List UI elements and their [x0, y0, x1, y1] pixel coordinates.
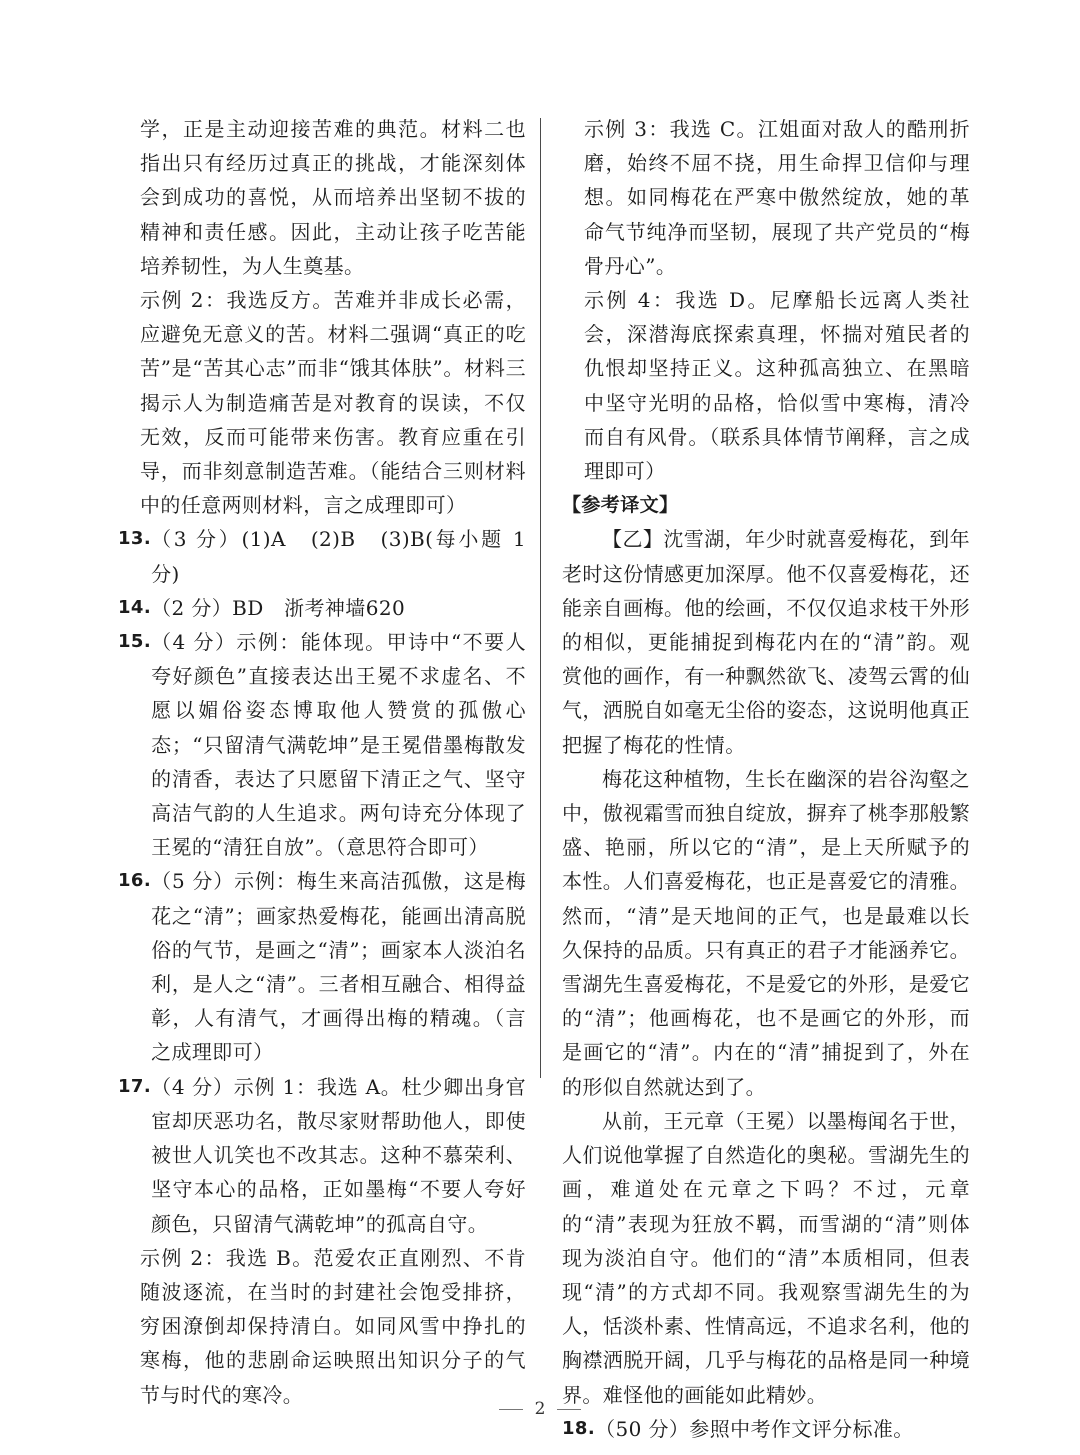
answer-13 [118, 522, 526, 590]
answer-15-text: （4 分）示例：能体现。甲诗中“不要人夸好颜色”直接表达出王冕不求虚名、不愿以媚俗姿态博取他人赞赏的孤傲心态；“只留清气满乾坤”是王冕借墨梅散发的清香，表达了只愿留下清正之气、坚守高洁气韵的人生追求。两句诗充分体现了王冕的“清狂自放”。（意思符合即可） [151, 630, 527, 860]
answer-13-text: （3 分）(1)A (2)B (3)B(每小题 1 分) [151, 527, 526, 586]
footer-dash-right [557, 1409, 581, 1410]
answer-16 [118, 864, 526, 1069]
answer-17-example-3: 示例 3：我选 C。江姐面对敌人的酷刑折磨，始终不屈不挠，用生命捍卫信仰与理想。如同梅花在严寒中傲然绽放，她的革命气节纯净而坚韧，展现了共产党员的“梅骨丹心”。 [584, 117, 970, 278]
answer-15 [118, 625, 526, 864]
answer-14 [118, 591, 526, 625]
question-number-17: 17. [118, 1075, 152, 1097]
question-number-13: 13. [118, 528, 152, 550]
answer-12-example-1-continued: 学，正是主动迎接苦难的典范。材料二也指出只有经历过真正的挑战，才能深刻体会到成功的喜悦，从而培养出坚韧不拔的精神和责任感。因此，主动让孩子吃苦能培养韧性，为人生奠基。 [140, 117, 526, 278]
answer-17 [118, 1070, 526, 1241]
column-divider [540, 118, 541, 1078]
left-column [118, 112, 526, 1412]
question-number-14: 14. [118, 596, 152, 618]
footer-dash-left [499, 1409, 523, 1410]
right-column [562, 112, 970, 1446]
translation-paragraph-3: 从前，王元章（王冕）以墨梅闻名于世，人们说他掌握了自然造化的奥秘。雪湖先生的画，难道处在元章之下吗？不过，元章的“清”表现为狂放不羁，而雪湖的“清”则体现为淡泊自守。他们的“清”本质相同，但表现“清”的方式却不同。我观察雪湖先生的为人，恬淡朴素、性情高远，不追求名利，他的胸襟洒脱开阔，几乎与梅花的品格是同一种境界。难怪他的画能如此精妙。 [562, 1108, 970, 1407]
answer-16-text: （5 分）示例：梅生来高洁孤傲，这是梅花之“清”；画家热爱梅花，能画出清高脱俗的气节，是画之“清”；画家本人淡泊名利，是人之“清”。三者相互融合、相得益彰，人有清气，才画得出梅的精魂。（言之成理即可） [151, 869, 526, 1065]
translation-paragraph-1: 【乙】沈雪湖，年少时就喜爱梅花，到年老时这份情感更加深厚。他不仅喜爱梅花，还能亲自画梅。他的绘画，不仅仅追求枝干外形的相似，更能捕捉到梅花内在的“清”韵。观赏他的画作，有一种飘然欲飞、凌驾云霄的仙气，洒脱自如毫无尘俗的姿态，这说明他真正把握了梅花的性情。 [562, 527, 970, 757]
answer-17-example-1: （4 分）示例 1：我选 A。杜少卿出身官宦却厌恶功名，散尽家财帮助他人，即使被世人讥笑也不改其志。这种不慕荣利、坚守本心的品格，正如墨梅“不要人夸好颜色，只留清气满乾坤”的孤高自守。 [151, 1074, 526, 1236]
question-number-18: 18. [562, 1417, 596, 1439]
page-number: 2 [534, 1399, 546, 1419]
answer-17-example-4: 示例 4：我选 D。尼摩船长远离人类社会，深潜海底探索真理，怀揣对殖民者的仇恨却坚持正义。这种孤高独立、在黑暗中坚守光明的品格，恰似雪中寒梅，清冷而自有风骨。（联系具体情节阐释，言之成理即可） [584, 288, 970, 484]
translation-paragraph-2: 梅花这种植物，生长在幽深的岩谷沟壑之中，傲视霜雪而独自绽放，摒弃了桃李那般繁盛、艳丽，所以它的“清”，是上天所赋予的本性。人们喜爱梅花，也正是喜爱它的清雅。然而，“清”是天地间的正气，也是最难以长久保持的品质。只有真正的君子才能涵养它。雪湖先生喜爱梅花，不是爱它的外形，是爱它的“清”；他画梅花，也不是画它的外形，而是画它的“清”。内在的“清”捕捉到了，外在的形似自然就达到了。 [562, 766, 970, 1099]
answer-17-example-2: 示例 2：我选 B。范爱农正直刚烈、不肯随波逐流，在当时的封建社会饱受排挤，穷困潦倒却保持清白。如同风雪中挣扎的寒梅，他的悲剧命运映照出知识分子的气节与时代的寒冷。 [140, 1245, 526, 1407]
question-number-15: 15. [118, 631, 152, 653]
reference-translation-heading: 【参考译文】 [562, 494, 679, 517]
answer-14-text: （2 分）BD 浙考神墙620 [151, 595, 406, 620]
question-number-16: 16. [118, 870, 152, 892]
page-footer [0, 1399, 1080, 1419]
answer-12-example-2: 示例 2：我选反方。苦难并非成长必需，应避免无意义的苦。材料二强调“真正的吃苦”是“苦其心志”而非“饿其体肤”。材料三揭示人为制造痛苦是对教育的误读，不仅无效，反而可能带来伤害。教育应重在引导，而非刻意制造苦难。（能结合三则材料中的任意两则材料，言之成理即可） [140, 288, 526, 518]
answer-18-text: （50 分）参照中考作文评分标准。 [595, 1416, 914, 1441]
